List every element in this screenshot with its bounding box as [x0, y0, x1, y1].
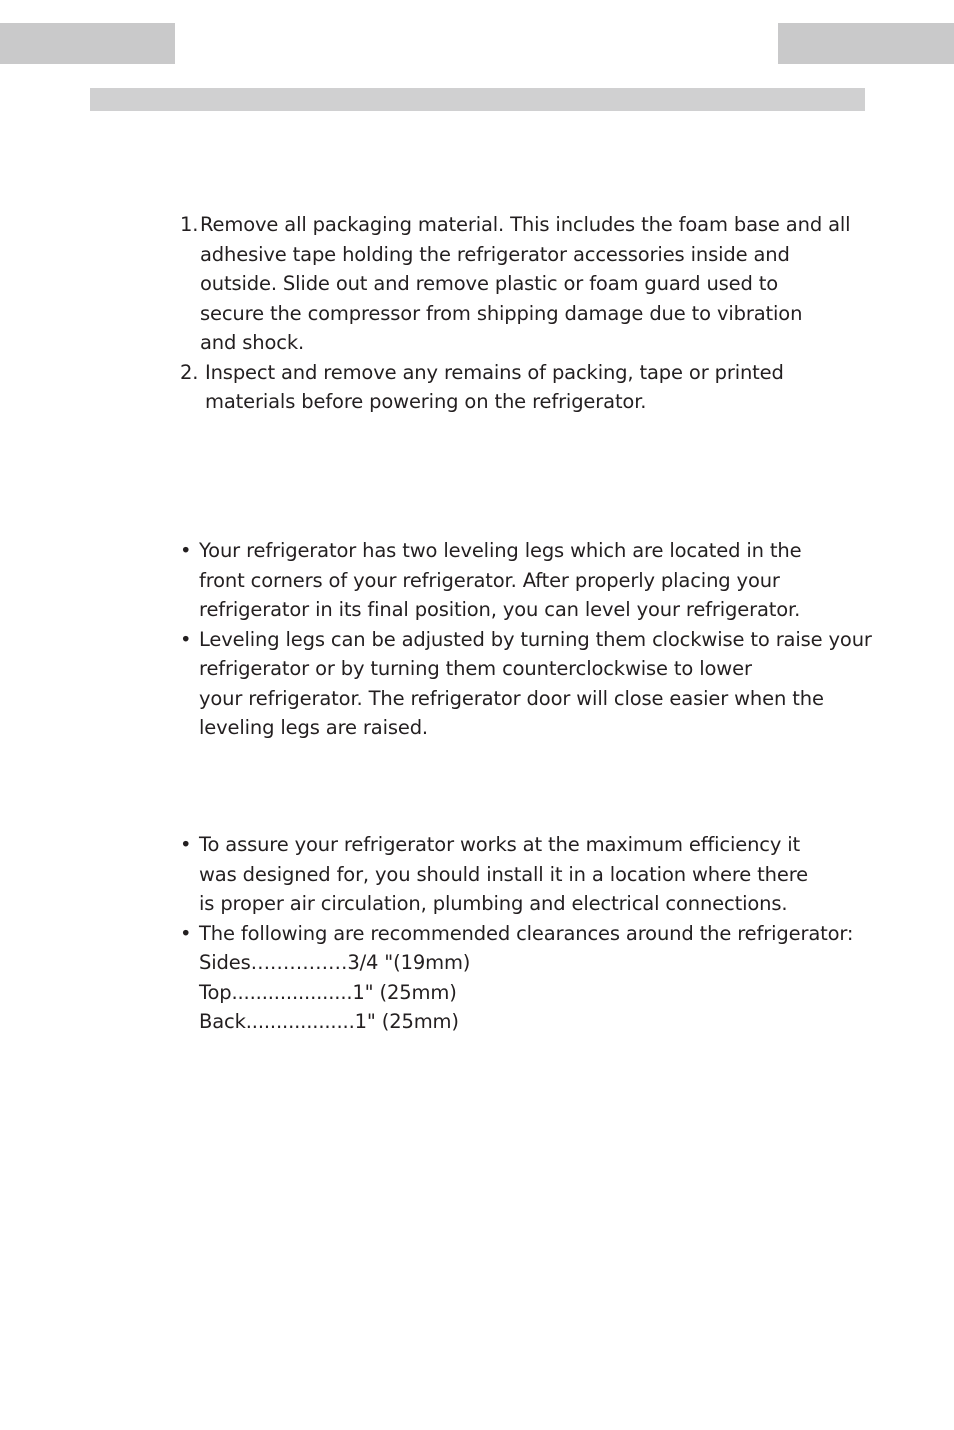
bullet-text-line: front corners of your refrigerator. After properly placing your: [199, 568, 780, 592]
unpacking-steps: [180, 210, 860, 417]
leveling-bullet: [180, 625, 872, 743]
clearance-sides: Sides……………3/4 "(19mm): [199, 951, 471, 974]
section-header-bar: [90, 88, 865, 111]
step-text-line: adhesive tape holding the refrigerator accessories inside and: [200, 242, 790, 266]
bullet-text-line: refrigerator or by turning them counterclockwise to lower: [199, 657, 752, 680]
step-text-line: materials before powering on the refrigerator.: [205, 390, 647, 413]
bullet-text-line: leveling legs are raised.: [199, 716, 428, 739]
bullet-text-line: is proper air circulation, plumbing and electrical connections.: [199, 892, 788, 915]
step-number: 2.: [180, 360, 199, 384]
bullet-marker: •: [180, 627, 192, 651]
header-tab-left: [0, 23, 175, 64]
location-bullet: [180, 830, 860, 919]
clearance-back: Back..................1" (25mm): [199, 1010, 459, 1033]
unpacking-step: [180, 358, 860, 417]
bullet-text-line: refrigerator in its final position, you can level your refrigerator.: [199, 598, 801, 621]
unpacking-step: [180, 210, 860, 358]
bullet-text-line: your refrigerator. The refrigerator door will close easier when the: [199, 686, 824, 710]
step-text-line: Inspect and remove any remains of packing, tape or printed: [205, 360, 784, 384]
bullet-marker: •: [180, 539, 192, 562]
bullet-marker: •: [180, 921, 192, 945]
bullet-text-line: The following are recommended clearances around the refrigerator:: [199, 921, 854, 945]
header-tab-right: [778, 23, 954, 64]
bullet-text-line: Your refrigerator has two leveling legs which are located in the: [199, 539, 802, 562]
step-text-line: outside. Slide out and remove plastic or foam guard used to: [200, 272, 779, 295]
leveling-bullet: [180, 536, 860, 625]
bullet-text-line: was designed for, you should install it in a location where there: [199, 862, 809, 886]
clearance-top: Top....................1" (25mm): [199, 980, 457, 1004]
step-number: 1.: [180, 213, 199, 236]
step-text-line: secure the compressor from shipping damage due to vibration: [200, 301, 803, 325]
location-bullet: [180, 919, 860, 1037]
step-text-line: and shock.: [200, 331, 305, 354]
bullet-marker: •: [180, 833, 192, 856]
step-text-line: Remove all packaging material. This includes the foam base and all: [200, 213, 851, 236]
location-instructions: [180, 830, 860, 1037]
leveling-instructions: [180, 536, 872, 743]
bullet-text-line: Leveling legs can be adjusted by turning them clockwise to raise your: [199, 627, 872, 651]
bullet-text-line: To assure your refrigerator works at the maximum efficiency it: [199, 833, 801, 856]
